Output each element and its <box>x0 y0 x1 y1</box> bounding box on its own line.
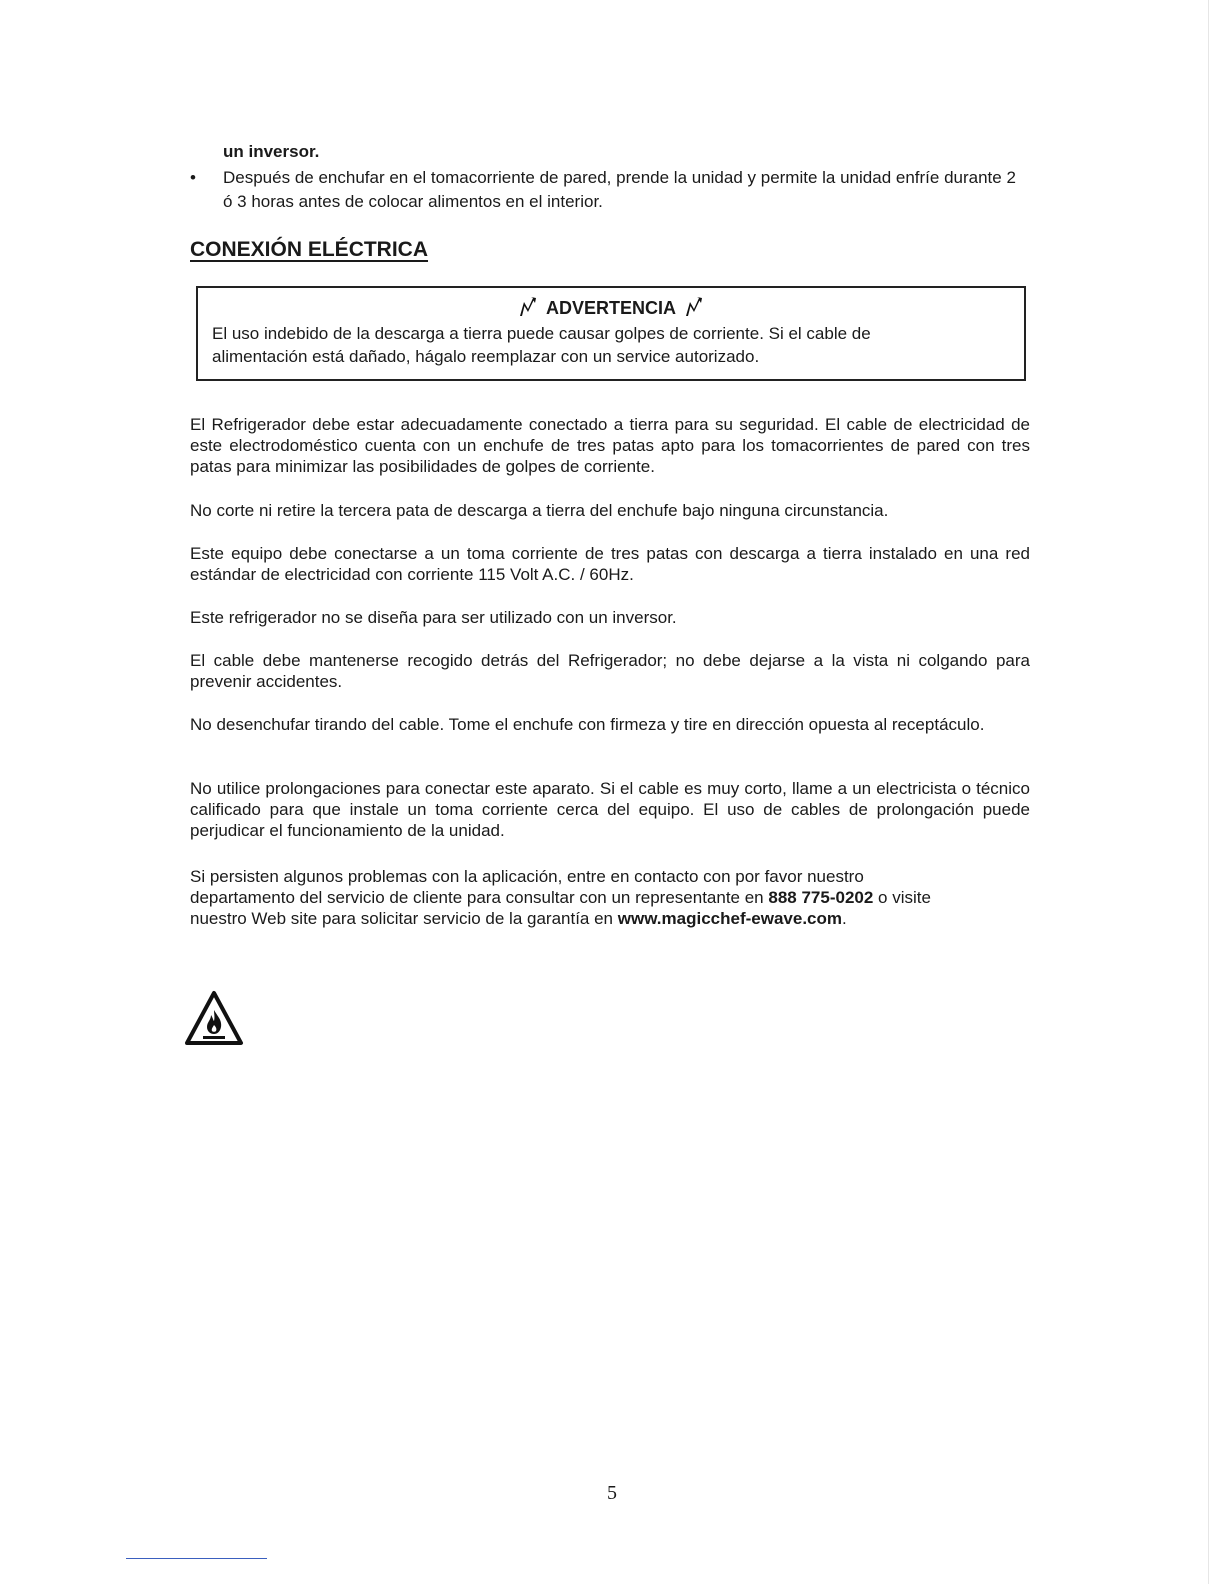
footer-rule <box>126 1558 267 1559</box>
paragraph-unplug: No desenchufar tirando del cable. Tome el enchufe con firmeza y tire en dirección opuesta al receptáculo. <box>190 715 985 734</box>
scan-edge <box>1208 0 1209 1584</box>
paragraph-grounding: El Refrigerador debe estar adecuadamente conectado a tierra para su seguridad. El cable de electricidad de este electrodoméstico cuenta con un enchufe de tres patas apto para los tomacorrientes de pared con tres patas para minimizar las posibilidades de golpes de corriente. <box>190 415 1030 476</box>
warning-title-row <box>212 296 1010 320</box>
section-heading: CONEXIÓN ELÉCTRICA <box>190 238 429 261</box>
continued-bold-text: un inversor. <box>223 142 320 161</box>
contact-text: Si persisten algunos problemas con la aplicación, entre en contacto con por favor nuestro departamento del servicio de cliente para consultar con un representante en <box>190 867 864 907</box>
warning-body: El uso indebido de la descarga a tierra puede causar golpes de corriente. Si el cable de alimentación está dañado, hágalo reemplazar con un service autorizado. <box>212 324 871 366</box>
contact-phone: 888 775-0202 <box>768 888 874 907</box>
paragraph-cable-storage: El cable debe mantenerse recogido detrás del Refrigerador; no debe dejarse a la vista ni colgando para prevenir accidentes. <box>190 651 1030 691</box>
bullet-symbol: • <box>190 168 196 187</box>
warning-title: ADVERTENCIA <box>545 298 676 318</box>
lightning-bolt-icon <box>684 297 704 317</box>
paragraph-outlet-spec: Este equipo debe conectarse a un toma corriente de tres patas con descarga a tierra instalado en una red estándar de electricidad con corriente 115 Volt A.C. / 60Hz. <box>190 544 1030 584</box>
paragraph-contact: Si persisten algunos problemas con la aplicación, entre en contacto con por favor nuestro departamento del servicio de cliente para consultar con un representante en 888 775-0202 o visite nuestro Web site para solicitar servicio de la garantía en www.magicchef-ewave.com. <box>190 867 931 928</box>
paragraph-extension-cords: No utilice prolongaciones para conectar este aparato. Si el cable es muy corto, llame a un electricista o técnico calificado para que instale un toma corriente cerca del equipo. El uso de cables de prolongación puede perjudicar el funcionamiento de la unidad. <box>190 779 1030 840</box>
bullet-text: Después de enchufar en el tomacorriente de pared, prende la unidad y permite la unidad enfríe durante 2 ó 3 horas antes de colocar alimentos en el interior. <box>223 168 1016 211</box>
paragraph-inverter: Este refrigerador no se diseña para ser utilizado con un inversor. <box>190 608 677 627</box>
contact-website[interactable]: www.magicchef-ewave.com <box>617 909 842 928</box>
lightning-bolt-icon <box>518 297 538 317</box>
flammable-warning-icon <box>184 990 244 1046</box>
paragraph-third-prong: No corte ni retire la tercera pata de descarga a tierra del enchufe bajo ninguna circunstancia. <box>190 501 889 520</box>
warning-box <box>196 286 1026 381</box>
bullet-item <box>190 166 1030 214</box>
contact-text-middle: o visite nuestro Web site para solicitar servicio de la garantía en <box>190 888 931 928</box>
page-number: 5 <box>607 1482 617 1504</box>
